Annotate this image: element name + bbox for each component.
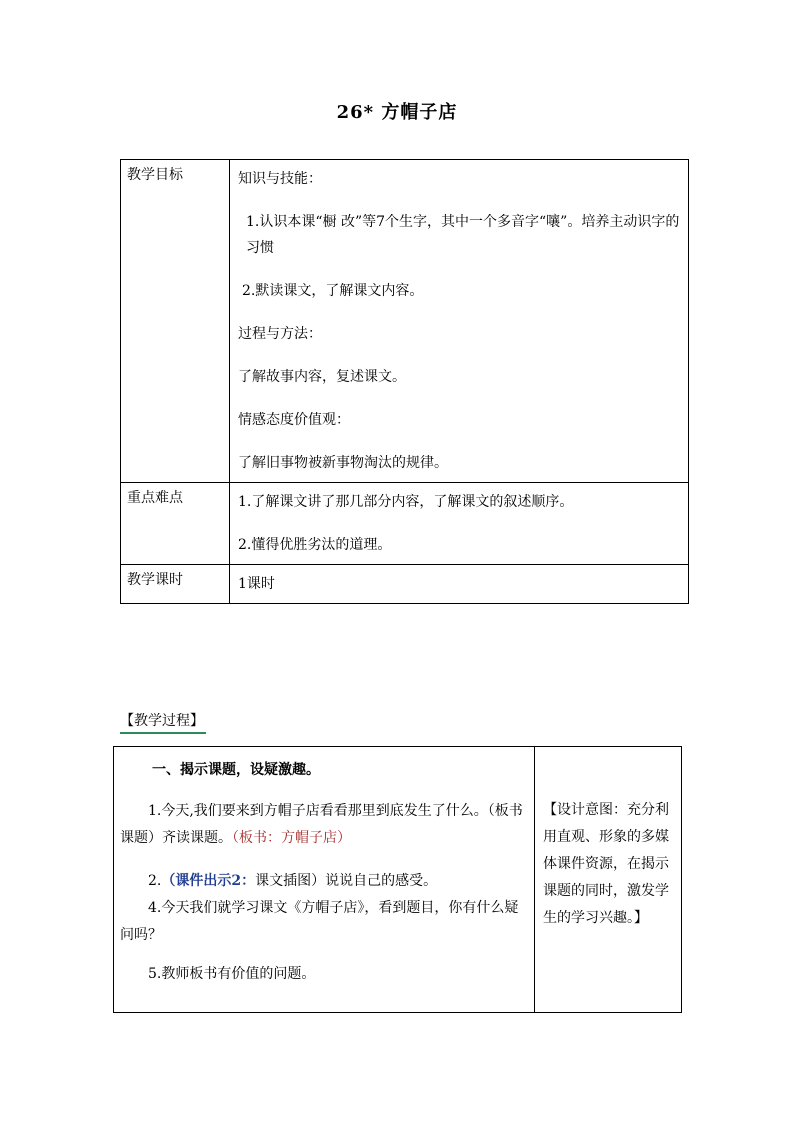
objectives-table	[120, 159, 689, 604]
step-item-4: 4.今天我们就学习课文《方帽子店》，看到题目，你有什么疑问吗？	[120, 900, 519, 943]
objective-line: 情感态度价值观：	[238, 412, 350, 428]
table-row	[121, 160, 689, 483]
key-points-content	[230, 483, 689, 565]
objectives-content	[230, 160, 689, 483]
table-row	[121, 483, 689, 565]
key-point-line: 2.懂得优胜劣汰的道理。	[238, 537, 392, 553]
row-label-periods: 教学课时	[121, 565, 230, 604]
step-item-1: 1.今天,我们要来到方帽子店看看那里到底发生了什么。（板书课题）齐读课题。（板书：方帽子店）	[120, 803, 523, 846]
page-title: 26* 方帽子店	[336, 102, 458, 123]
row-label-key-points: 重点难点	[121, 483, 230, 565]
objective-line: 1.认识本课“橱 改”等7个生字，其中一个多音字“嚷”。培养主动识字的习惯	[246, 214, 680, 256]
objective-line: 了解旧事物被新事物淘汰的规律。	[238, 455, 448, 471]
table-row	[114, 747, 682, 1013]
teaching-process-heading: 【教学过程】	[120, 710, 206, 734]
table-row	[121, 565, 689, 604]
board-writing-note: （板书：方帽子店）	[232, 830, 351, 846]
objective-line: 过程与方法：	[238, 326, 322, 342]
teaching-process-table	[113, 746, 682, 1013]
objective-line: 了解故事内容，复述课文。	[238, 369, 406, 385]
row-label-objectives: 教学目标	[121, 160, 230, 483]
periods-content	[230, 565, 689, 604]
objective-line: 2.默读课文，了解课文内容。	[242, 283, 424, 299]
process-content	[114, 747, 535, 1013]
step-item-2: 2.（课件出示2：课文插图）说说自己的感受。	[148, 873, 438, 889]
periods-line: 1课时	[238, 576, 275, 592]
design-intent: 【设计意图：充分利用直观、形象的多媒体课件资源，在揭示课题的同时，激发学生的学习兴趣。】	[535, 747, 682, 1013]
courseware-note: （课件出示2：	[161, 873, 256, 889]
step-heading: 一、揭示课题，设疑激趣。	[152, 762, 320, 778]
step-item-5: 5.教师板书有价值的问题。	[148, 966, 316, 982]
key-point-line: 1.了解课文讲了那几部分内容，了解课文的叙述顺序。	[238, 494, 574, 510]
objective-line: 知识与技能：	[238, 171, 322, 187]
